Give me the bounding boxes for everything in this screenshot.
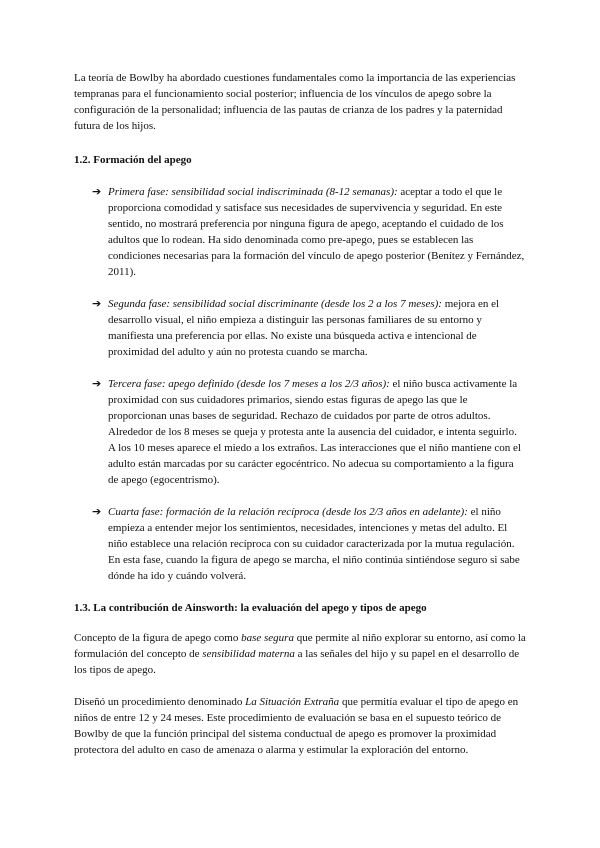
arrow-bullet-icon: ➔: [92, 297, 102, 310]
p2-text-a: Diseñó un procedimiento denominado: [74, 696, 246, 708]
phase-2-text: mejora en el desarrollo visual, el niño empieza a distinguir las personas familiares de su entorno y manifiesta una preferencia por ellas. No existe una búsqueda activa e intencional de proximidad del adulto y aún no protesta cuando se marcha.: [108, 298, 500, 358]
phase-3-title: Tercera fase: apego definido (desde los 7 meses a los 2/3 años):: [108, 378, 390, 390]
p2-text-c: que permitía evaluar el tipo de apego en niños de entre 12 y 24 meses. Este procedimiento de evaluación se basa en el supuesto teórico de Bowlby de que la función principal del sistema conductual de apego es promover la proximidad protectora del adulto en caso de amenaza o alarma y estimular la exploración del entorno.: [74, 696, 519, 756]
situacion-extrana-paragraph: [74, 694, 526, 758]
intro-paragraph: La teoría de Bowlby ha abordado cuestiones fundamentales como la importancia de las experiencias tempranas para el funcionamiento social posterior; influencia de los vínculos de apego sobre la configuración de la personalidad; influencia de las pautas de crianza de los padres y la paternidad futura de los hijos.: [74, 72, 516, 132]
p1-term-sensibilidad-materna: sensibilidad materna: [202, 648, 295, 660]
phase-2-title: Segunda fase: sensibilidad social discriminante (desde los 2 a los 7 meses):: [108, 298, 442, 310]
phase-item-3: [74, 376, 526, 488]
arrow-bullet-icon: ➔: [92, 185, 102, 198]
phase-2-paragraph: [108, 296, 526, 360]
base-segura-paragraph: [74, 630, 526, 678]
phase-4-title: Cuarta fase: formación de la relación recíproca (desde los 2/3 años en adelante):: [108, 506, 468, 518]
phase-3-paragraph: [108, 376, 526, 488]
heading-formacion-del-apego: 1.2. Formación del apego: [74, 154, 192, 166]
heading-contribucion-ainsworth: 1.3. La contribución de Ainsworth: la evaluación del apego y tipos de apego: [74, 602, 427, 614]
p1-text-e: a las señales del hijo y su papel en el desarrollo de los tipos de apego.: [74, 648, 520, 676]
phase-item-2: [74, 296, 526, 360]
p1-text-a: Concepto de la figura de apego como: [74, 632, 242, 644]
p2-term-situacion-extrana: La Situación Extraña: [245, 696, 340, 708]
p1-term-base-segura: base segura: [241, 632, 294, 644]
phase-item-4: [74, 504, 526, 584]
phase-3-text: el niño busca activamente la proximidad con sus cuidadores primarios, siendo estas figuras de apego las que le proporcionan unas bases de seguridad. Rechazo de cuidados por parte de otros adultos. Alrededor de los 8 meses se queja y protesta ante la ausencia del cuidador, e intenta seguirlo. A los 10 meses aparece el miedo a los extraños. Las interacciones que el niño mantiene con el adulto están marcadas por su carácter egocéntrico. No adecua su comportamiento a la figura de apego (egocentrismo).: [108, 378, 521, 486]
phase-item-1: [74, 184, 526, 280]
arrow-bullet-icon: ➔: [92, 505, 102, 518]
document-page: [74, 60, 526, 774]
phase-1-title: Primera fase: sensibilidad social indiscriminada (8-12 semanas):: [108, 186, 398, 198]
phase-4-paragraph: [108, 504, 526, 584]
phase-1-text: aceptar a todo el que le proporciona comodidad y satisface sus necesidades de supervivencia y seguridad. En este sentido, no mostrará preferencia por ninguna figura de apego, aceptando el cuidado de los adultos que lo rodean. Ha sido denominada como pre-apego, pues se establecen las condiciones necesarias para la formación del vínculo de apego posterior (Benítez y Fernández, 2011).: [108, 186, 525, 278]
phase-1-paragraph: [108, 184, 526, 280]
p1-text-c: que permite al niño explorar su entorno, así como la formulación del concepto de: [74, 632, 526, 660]
phase-4-text: el niño empieza a entender mejor los sentimientos, necesidades, intenciones y metas del adulto. El niño establece una relación recíproca con su cuidador caracterizada por la mutua regulación. En esta fase, cuando la figura de apego se marcha, el niño continúa sintiéndose seguro si sabe dónde ha ido y cuándo volverá.: [108, 506, 520, 582]
arrow-bullet-icon: ➔: [92, 377, 102, 390]
